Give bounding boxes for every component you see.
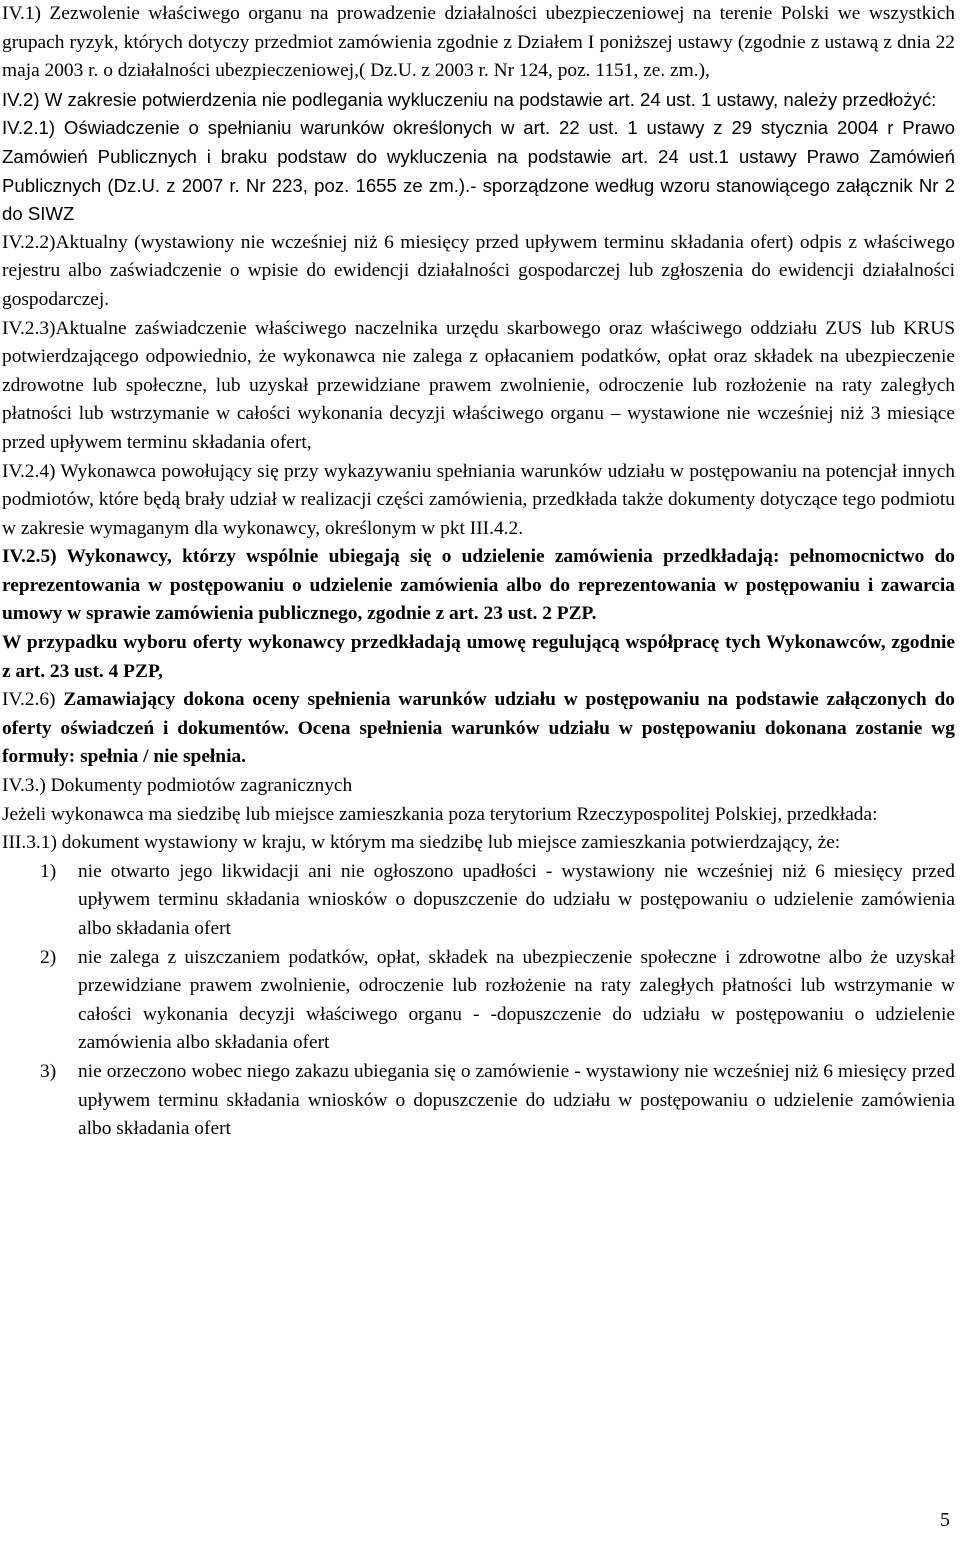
- page-number: 5: [940, 1509, 950, 1531]
- list-item-text: nie otwarto jego likwidacji ani nie ogłoszono upadłości - wystawiony nie wcześniej niż 6 miesięcy przed upływem terminu składania wniosków o dopuszczenie do udziału w postępowaniu o udzielenie zamówienia albo składania ofert: [78, 860, 955, 939]
- paragraph-iv-2-3: IV.2.3)Aktualne zaświadczenie właściwego naczelnika urzędu skarbowego oraz właściwego oddziału ZUS lub KRUS potwierdzającego odpowiednio, że wykonawca nie zalega z opłacaniem podatków, opłat oraz składek na ubezpieczenie zdrowotne lub społeczne, lub uzyskał przewidziane prawem zwolnienie, odroczenie lub rozłożenie na raty zaległych płatności lub wstrzymanie w całości wykonania decyzji właściwego organu – wystawione nie wcześniej niż 3 miesiące przed upływem terminu składania ofert,: [2, 317, 955, 453]
- paragraph-iv-1: IV.1) Zezwolenie właściwego organu na prowadzenie działalności ubezpieczeniowej na terenie Polski we wszystkich grupach ryzyk, których dotyczy przedmiot zamówienia zgodnie z Działem I poniższej ustawy (zgodnie z ustawą z dnia 22 maja 2003 r. o działalności ubezpieczeniowej,( Dz.U. z 2003 r. Nr 124, poz. 1151, ze. zm.),: [2, 3, 955, 82]
- paragraph-iv-2-4: IV.2.4) Wykonawca powołujący się przy wykazywaniu spełniania warunków udziału w postępowaniu na potencjał innych podmiotów, które będą brały udział w realizacji części zamówienia, przedkłada także dokumenty dotyczące tego podmiotu w zakresie wymaganym dla wykonawcy, określonym w pkt III.4.2.: [2, 460, 955, 539]
- list-item-number: 1): [40, 860, 57, 882]
- list-item-number: 2): [40, 946, 57, 968]
- list-item-text: nie zalega z uiszczaniem podatków, opłat, składek na ubezpieczenie społeczne i zdrowotne albo że uzyskał przewidziane prawem zwolnienie, odroczenie lub rozłożenie na raty zaległych płatności lub wstrzymanie w całości wykonania decyzji właściwego organu - -dopuszczenie do udziału w postępowaniu o udzielenie zamówienia albo składania ofert: [78, 946, 955, 1054]
- paragraph-iv-2-6-label: IV.2.6): [2, 689, 64, 711]
- paragraph-iv-2-1: IV.2.1) Oświadczenie o spełnianiu warunków określonych w art. 22 ust. 1 ustawy z 29 stycznia 2004 r Prawo Zamówień Publicznych i braku podstaw do wykluczenia na podstawie art. 24 ust.1 ustawy Prawo Zamówień Publicznych (Dz.U. z 2007 r. Nr 223, poz. 1655 ze zm.).- sporządzone według wzoru stanowiącego załącznik Nr 2 do SIWZ: [2, 117, 955, 225]
- list-item: [2, 944, 955, 1058]
- list-item-number: 3): [40, 1060, 57, 1082]
- document-body: [2, 0, 955, 1144]
- paragraph-consortium-agreement: W przypadku wyboru oferty wykonawcy przedkładają umowę regulującą współpracę tych Wykonawców, zgodnie z art. 23 ust. 4 PZP,: [2, 632, 955, 682]
- requirements-list: [2, 858, 955, 1144]
- list-item: [2, 858, 955, 944]
- list-item: [2, 1058, 955, 1144]
- paragraph-iii-3-1: III.3.1) dokument wystawiony w kraju, w którym ma siedzibę lub miejsce zamieszkania potwierdzający, że:: [2, 832, 841, 854]
- paragraph-iv-2-6: [2, 686, 955, 772]
- paragraph-foreign-entities: Jeżeli wykonawca ma siedzibę lub miejsce zamieszkania poza terytorium Rzeczypospolitej Polskiej, przedkłada:: [2, 803, 878, 825]
- paragraph-iv-2: IV.2) W zakresie potwierdzenia nie podlegania wykluczeniu na podstawie art. 24 ust. 1 ustawy, należy przedłożyć:: [2, 88, 937, 110]
- paragraph-iv-2-5: IV.2.5) Wykonawcy, którzy wspólnie ubiegają się o udzielenie zamówienia przedkładają: pełnomocnictwo do reprezentowania w postępowaniu o udzielenie zamówienia albo do reprezentowania w postępowaniu i zawarcia umowy w sprawie zamówienia publicznego, zgodnie z art. 23 ust. 2 PZP.: [2, 546, 955, 625]
- paragraph-iv-2-6-text: Zamawiający dokona oceny spełnienia warunków udziału w postępowaniu na podstawie załączonych do oferty oświadczeń i dokumentów. Ocena spełnienia warunków udziału w postępowaniu dokonana zostanie wg formuły: spełnia / nie spełnia.: [2, 689, 955, 768]
- paragraph-iv-3: IV.3.) Dokumenty podmiotów zagranicznych: [2, 775, 353, 797]
- paragraph-iv-2-2: IV.2.2)Aktualny (wystawiony nie wcześniej niż 6 miesięcy przed upływem terminu składania ofert) odpis z właściwego rejestru albo zaświadczenie o wpisie do ewidencji działalności gospodarczej lub zgłoszenia do ewidencji działalności gospodarczej.: [2, 231, 955, 310]
- list-item-text: nie orzeczono wobec niego zakazu ubiegania się o zamówienie - wystawiony nie wcześniej niż 6 miesięcy przed upływem terminu składania wniosków o dopuszczenie do udziału w postępowaniu o udzielenie zamówienia albo składania ofert: [78, 1060, 955, 1140]
